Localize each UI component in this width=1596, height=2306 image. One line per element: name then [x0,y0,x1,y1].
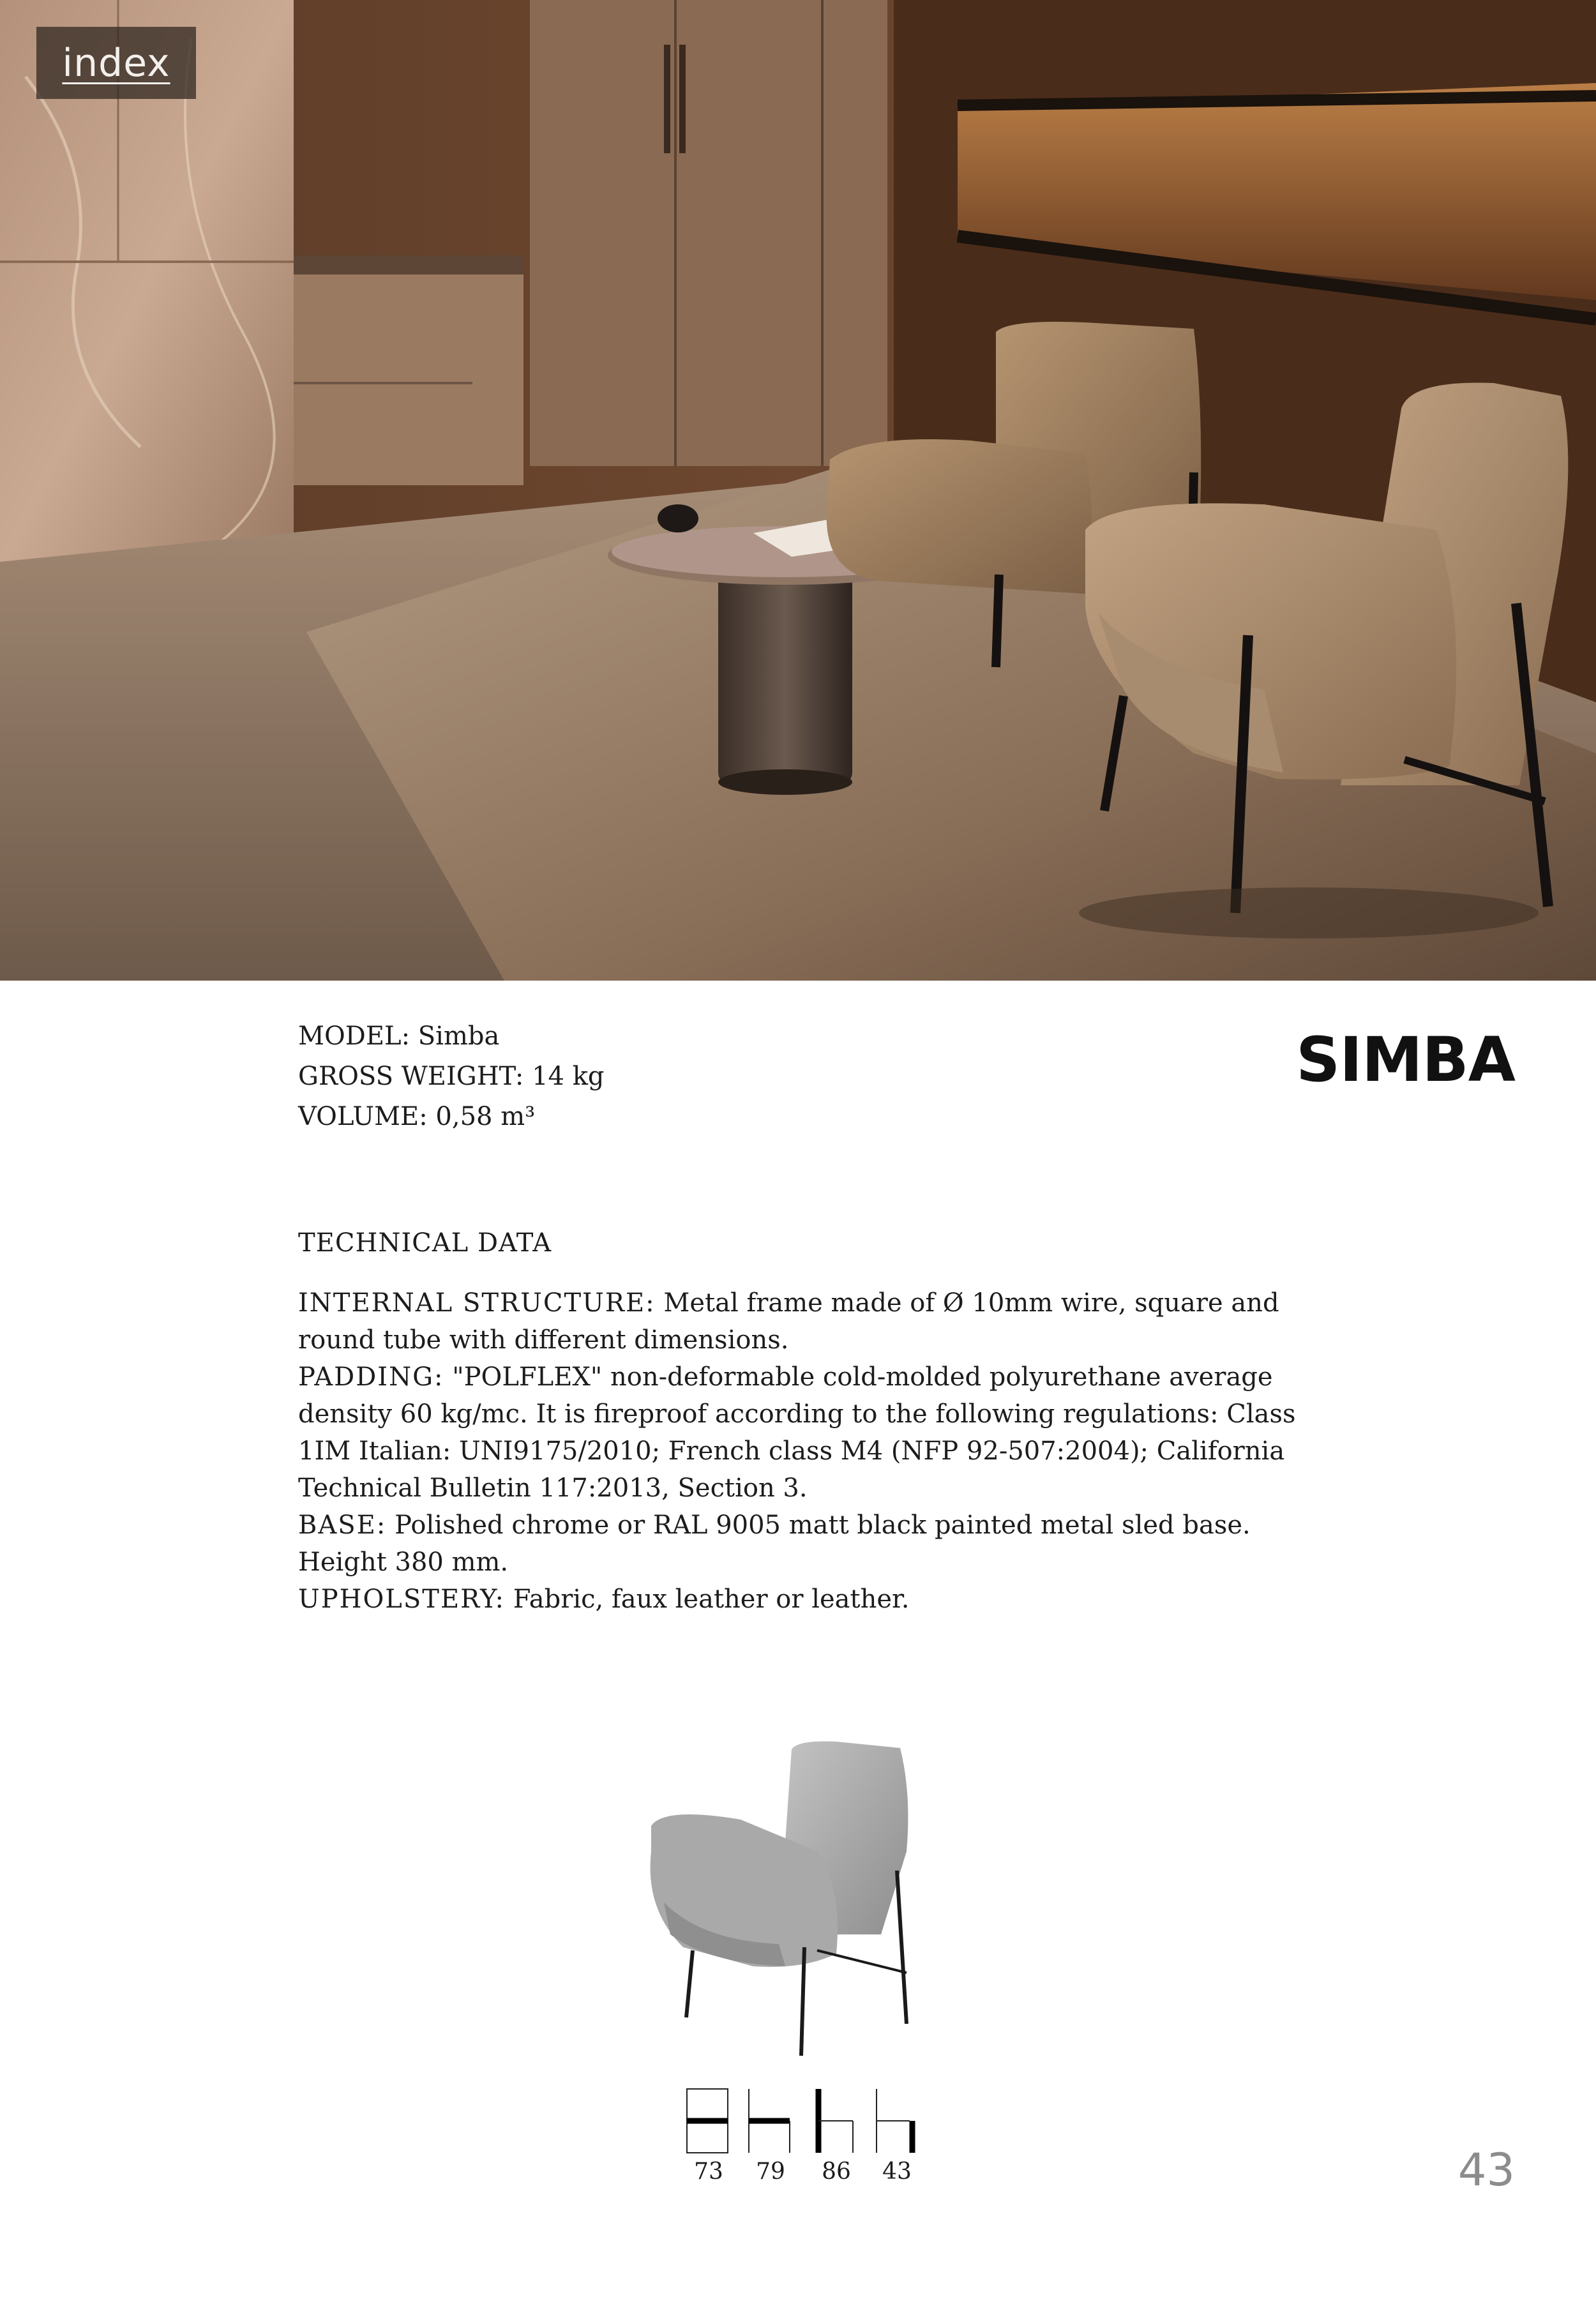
height-icon [811,2083,862,2159]
dimension-seat-height [871,2083,922,2185]
dimension-width [683,2083,734,2185]
upholstery-paragraph [298,1581,1320,1618]
dimension-seat-height-value: 43 [882,2159,912,2185]
index-link-button[interactable]: index [36,27,196,99]
product-chair-image [626,1724,932,2069]
internal-structure-text: Metal frame made of Ø 10mm wire, square and round tube with different dimensions. [298,1288,1279,1355]
internal-structure-paragraph [298,1285,1320,1359]
dimension-depth [745,2083,796,2185]
padding-paragraph [298,1359,1320,1507]
technical-data-body [298,1285,1320,1618]
dimension-depth-value: 79 [756,2159,785,2185]
internal-structure-label: INTERNAL STRUCTURE: [298,1288,656,1318]
technical-data-heading: TECHNICAL DATA [298,1228,552,1258]
hero-photo [0,0,1596,981]
lounge-scene-image [0,0,1596,981]
dimension-height [811,2083,862,2185]
upholstery-text: Fabric, faux leather or leather. [504,1585,910,1614]
base-text: Polished chrome or RAL 9005 matt black painted metal sled base. Height 380 mm. [298,1511,1251,1577]
upholstery-label: UPHOLSTERY: [298,1585,505,1614]
volume-line: VOLUME: 0,58 m³ [298,1102,536,1131]
product-brand-title: SIMBA [1296,1024,1515,1096]
dimension-height-value: 86 [822,2159,851,2185]
padding-text: "POLFLEX" non-deformable cold-molded polyurethane average density 60 kg/mc. It is fireproof according to the following regulations: Class 1IM Italian: UNI9175/2010; French class M4 (NFP 92-507:2004); California Technical Bulletin 117:2013, Section 3. [298,1362,1296,1503]
dimension-width-value: 73 [694,2159,723,2185]
seat-height-icon [871,2083,922,2159]
padding-label: PADDING: [298,1362,444,1392]
dimension-icons [677,2083,932,2185]
width-icon [683,2083,734,2159]
page-number: 43 [1457,2144,1515,2196]
depth-icon [745,2083,796,2159]
model-line: MODEL: Simba [298,1021,500,1051]
gross-weight-line: GROSS WEIGHT: 14 kg [298,1062,605,1091]
base-label: BASE: [298,1511,387,1540]
base-paragraph [298,1507,1320,1581]
product-specs [298,1016,605,1137]
